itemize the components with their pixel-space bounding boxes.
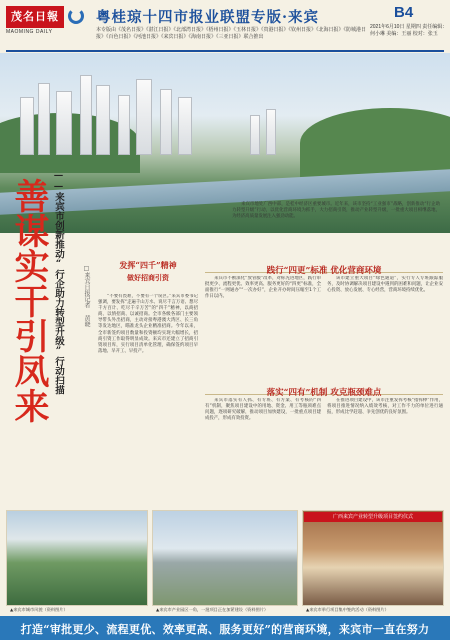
- signing-banner: 广西来宾产业转型升级项目签约仪式: [304, 512, 442, 522]
- building: [96, 85, 110, 155]
- newspaper-logo: 茂名日報: [6, 6, 64, 28]
- building: [118, 95, 130, 155]
- footer-slogan: 打造“审批更少、流程更优、效率更高、服务更好”的营商环境，来宾市一直在努力: [20, 623, 430, 636]
- building: [250, 115, 260, 155]
- alliance-papers-list: 本专版由《茂名日报》《湛江日报》《北部湾日报》《梧州日报》《玉林日报》《贵港日报》《钦州日报》《北海日报》《防城港日报》《百色日报》《河池日报》《来宾日报》《海南日报》《三亚日报》联合推出: [96, 27, 367, 40]
- masthead: [0, 0, 450, 52]
- photo3-caption: ▲来宾市举行项目集中签约活动（资料图片）: [306, 607, 389, 612]
- section2-body-a: 来宾市落实有人抓、有专班、有方案、有考核的“四有”机制，聚焦项目建设中的用地、资金、用工等瓶颈难点问题，逐项研究破解，推动项目加快建设，一批重点项目建成投产，形成有效投资。: [205, 398, 321, 422]
- alliance-emblem-icon: [68, 8, 84, 24]
- building: [56, 91, 72, 155]
- left-article-subtitle: 做好招商引资: [127, 273, 169, 282]
- left-article-title: 发挥“四千”精神: [119, 260, 177, 270]
- photo2-caption: ▲来宾市产业园区一角，一批项目正在加紧建设（资料图片）: [156, 607, 269, 612]
- main-headline: 善谋实干引凤来: [9, 177, 50, 423]
- issue-date: 2021年6月10日 星期四 责任编辑：何小琳 美编：王丽 校对：张玉: [370, 24, 448, 37]
- logo-subtitle: MAOMING DAILY: [6, 29, 53, 35]
- page-number: B4: [394, 4, 414, 21]
- section2-body-b: 在推进项目建设中，该市注重发挥考核“指挥棒”作用，将项目推进情况纳入绩效考核，对工作不力的单位进行通报，形成比学赶超、争先创优的良好氛围。: [327, 398, 443, 416]
- intro-paragraph: 来宾市地处广西中部，是桂中经济区重要城市。近年来，该市坚持“工业强市”战略，创新推动“行企助力转型升级”行动，以优化营商环境为抓手，大力招商引资，推动产业转型升级，一批重大项目相继落地，为经济高质量发展注入强劲动能。: [232, 202, 440, 220]
- left-article-body: “不要有畏难，不要有一个误区。”来宾市委书记强调，要发挥“走遍千山万水、说尽千言万语、想尽千方百计、吃尽千辛万苦”的“四千”精神，以商招商、以情招商、以诚招商。全市各级各部门主要领导带头外出招商，主动对接粤港澳大湾区、长三角等发达地区，瞄准龙头企业精准招商。今年以来，全市新签约项目数量和投资额均实现大幅增长，招商引资工作取得明显成效。来宾市还建立了招商引资项目库，实行项目清单化管理，确保签约项目早落地、早开工、早投产。: [98, 294, 198, 354]
- hill-shape: [300, 108, 450, 178]
- section1-body-a: 来宾市不断深化“放管服”改革，对标先进地区，践行审批更少、流程更优、效率更高、服务更好的“四更”标准，全面推行“一网通办”“一次办好”，企业开办时间压缩至1个工作日以内。: [205, 276, 321, 300]
- photo-signing-ceremony: [302, 510, 444, 606]
- section1-body-b: 该市建立重大项目“绿色通道”，实行专人专班跟踪服务，及时协调解决项目建设中遇到的困难和问题，让企业安心投资、放心发展、专心经营，营商环境持续优化。: [327, 276, 443, 294]
- byline: □来宾日报记者 黄晓: [83, 265, 90, 327]
- headline-subtitle: ——来宾市创新推动“行企助力转型升级”行动扫描: [53, 170, 64, 395]
- building: [160, 89, 172, 155]
- photo-city-aerial: [6, 510, 148, 606]
- footer-banner: [0, 616, 450, 640]
- page-title: 粤桂琼十四市报业联盟专版·来宾: [96, 9, 320, 26]
- photo1-caption: ▲来宾市城市风貌（资料图片）: [10, 607, 68, 612]
- building: [136, 79, 152, 155]
- building: [266, 109, 276, 155]
- left-article-heading: [98, 260, 198, 283]
- photo-industrial-park: [152, 510, 298, 606]
- building: [80, 75, 92, 155]
- section2-title: 落实“四有”机制 攻克瓶颈难点: [266, 388, 382, 398]
- masthead-rule: [6, 50, 444, 52]
- section1-title: 践行“四更”标准 优化营商环境: [266, 266, 382, 276]
- building: [178, 97, 192, 155]
